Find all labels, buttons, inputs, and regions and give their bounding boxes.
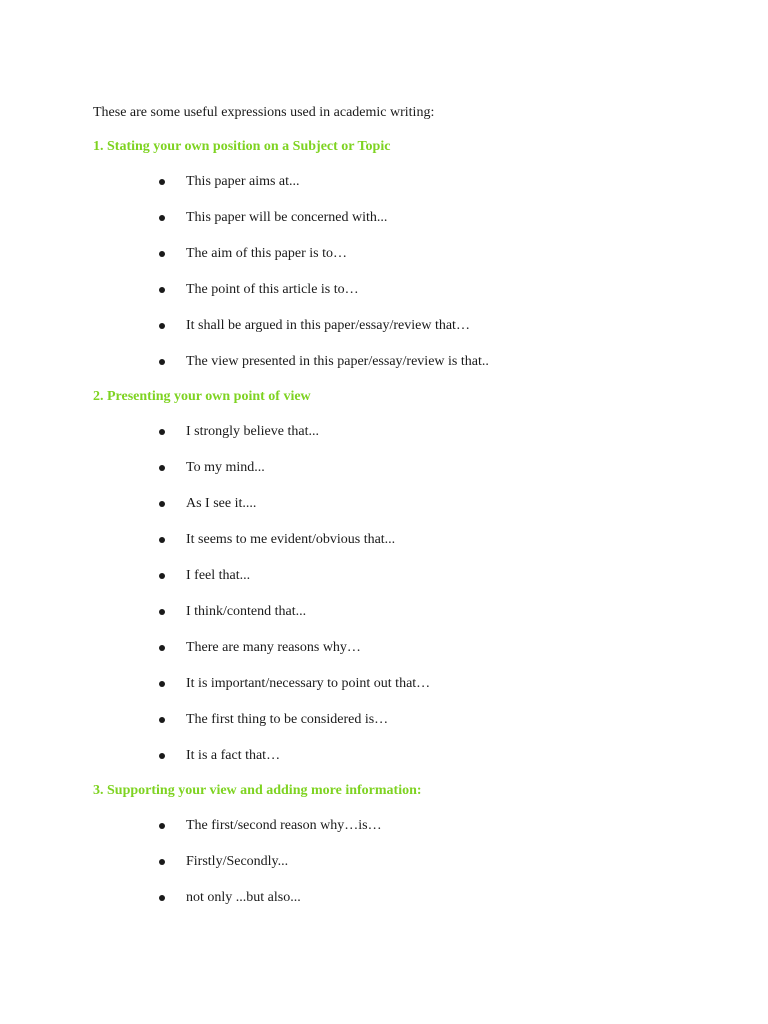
bullet-icon (159, 609, 165, 615)
bullet-icon (159, 287, 165, 293)
bullet-icon (159, 645, 165, 651)
section-1-heading: 1. Stating your own position on a Subject or Topic (93, 139, 391, 154)
list-item-text: I feel that... (186, 568, 251, 583)
bullet-icon (159, 895, 165, 901)
list-item-text: I strongly believe that... (186, 424, 319, 439)
list-item-text: not only ...but also... (186, 890, 301, 905)
list-item-text: This paper will be concerned with... (186, 210, 388, 225)
bullet-icon (159, 681, 165, 687)
bullet-icon (159, 501, 165, 507)
list-item-text: Firstly/Secondly... (186, 854, 289, 869)
list-item-text: It shall be argued in this paper/essay/review that… (186, 318, 470, 333)
section-2-heading: 2. Presenting your own point of view (93, 389, 311, 404)
list-item-text: The view presented in this paper/essay/review is that.. (186, 354, 489, 369)
bullet-icon (159, 823, 165, 829)
bullet-icon (159, 717, 165, 723)
list-item-text: It seems to me evident/obvious that... (186, 532, 396, 547)
list-item-text: The first/second reason why…is… (186, 818, 382, 833)
bullet-icon (159, 573, 165, 579)
bullet-icon (159, 537, 165, 543)
bullet-icon (159, 251, 165, 257)
bullet-icon (159, 179, 165, 185)
list-item-text: As I see it.... (186, 496, 257, 511)
list-item-text: I think/contend that... (186, 604, 307, 619)
bullet-icon (159, 215, 165, 221)
bullet-icon (159, 359, 165, 365)
intro-text: These are some useful expressions used in academic writing: (93, 105, 435, 120)
list-item-text: The aim of this paper is to… (186, 246, 347, 261)
bullet-icon (159, 753, 165, 759)
list-item-text: The point of this article is to… (186, 282, 359, 297)
bullet-icon (159, 859, 165, 865)
section-3-heading: 3. Supporting your view and adding more information: (93, 783, 422, 798)
list-item-text: It is important/necessary to point out that… (186, 676, 431, 691)
bullet-icon (159, 429, 165, 435)
list-item-text: There are many reasons why… (186, 640, 361, 655)
list-item-text: The first thing to be considered is… (186, 712, 389, 727)
list-item-text: It is a fact that… (186, 748, 281, 763)
list-item-text: This paper aims at... (186, 174, 300, 189)
bullet-icon (159, 465, 165, 471)
list-item-text: To my mind... (186, 460, 265, 475)
bullet-icon (159, 323, 165, 329)
